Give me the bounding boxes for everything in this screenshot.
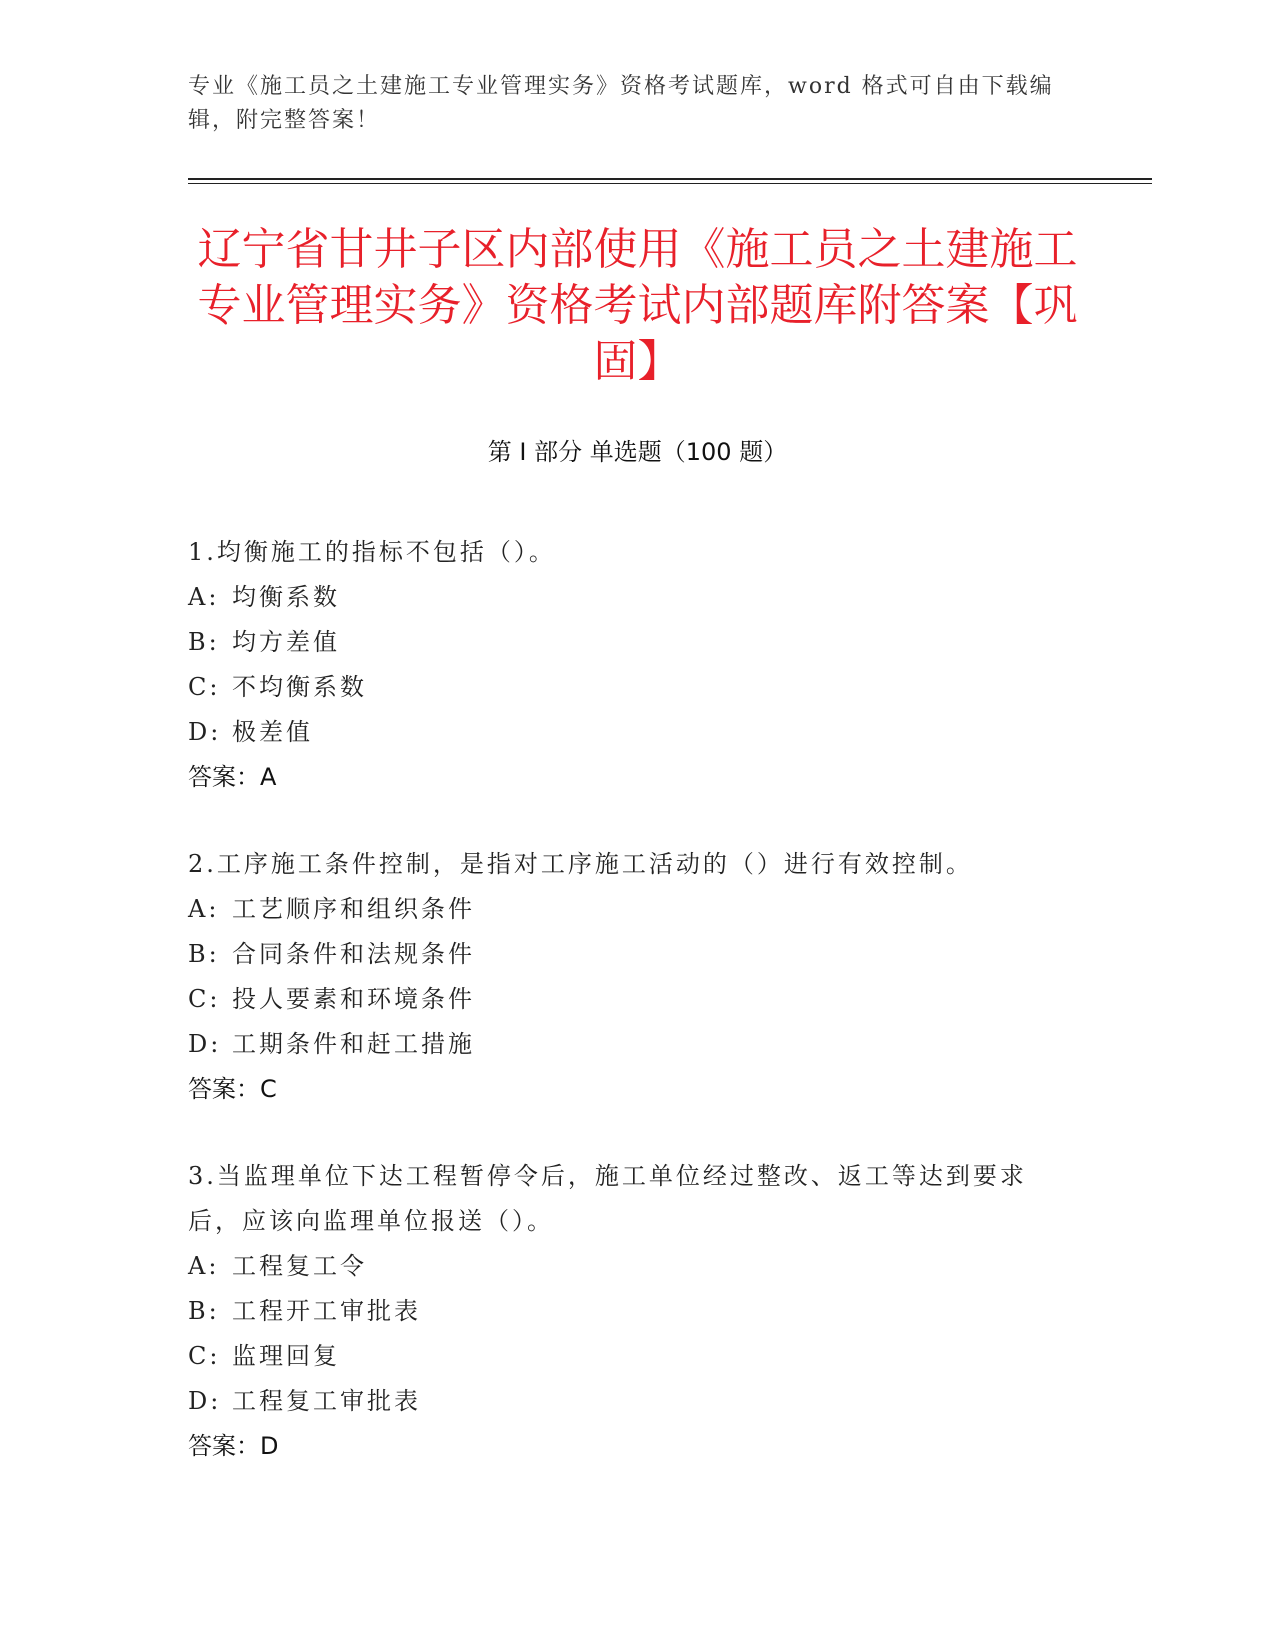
document-title: 辽宁省甘井子区内部使用《施工员之土建施工专业管理实务》资格考试内部题库附答案【巩固】: [197, 224, 1078, 387]
option-letter: A:: [188, 583, 220, 611]
option-letter: C:: [188, 1342, 221, 1370]
answer-line: 答案：C: [188, 1075, 277, 1103]
option-a: [188, 575, 1068, 620]
option-b: [188, 620, 1068, 665]
option-text: 不均衡系数: [232, 673, 367, 701]
option-d: [188, 1022, 1068, 1067]
answer-line: 答案：D: [188, 1432, 279, 1460]
option-text: 均方差值: [232, 628, 340, 656]
option-text: 合同条件和法规条件: [232, 940, 475, 968]
option-text: 工程开工审批表: [232, 1297, 421, 1325]
option-d: [188, 1379, 1068, 1424]
option-text: 工程复工令: [232, 1252, 367, 1280]
option-a: [188, 887, 1068, 932]
option-letter: B:: [188, 940, 220, 968]
option-letter: A:: [188, 895, 220, 923]
question-item: [188, 842, 1068, 1112]
question-stem: 2.工序施工条件控制，是指对工序施工活动的（）进行有效控制。: [188, 850, 973, 878]
option-text: 极差值: [232, 718, 313, 746]
question-item: [188, 1154, 1068, 1469]
question-list: [188, 530, 1068, 1511]
option-b: [188, 1289, 1068, 1334]
question-item: [188, 530, 1068, 800]
option-text: 投人要素和环境条件: [232, 985, 475, 1013]
option-letter: B:: [188, 628, 220, 656]
option-letter: C:: [188, 985, 221, 1013]
option-c: [188, 665, 1068, 710]
option-letter: D:: [188, 1387, 222, 1415]
option-d: [188, 710, 1068, 755]
option-b: [188, 932, 1068, 977]
option-letter: A:: [188, 1252, 220, 1280]
header-divider-thick: [188, 178, 1152, 180]
option-letter: D:: [188, 718, 222, 746]
option-text: 均衡系数: [232, 583, 340, 611]
header-note: 专业《施工员之土建施工专业管理实务》资格考试题库，word 格式可自由下载编辑，附完整答案！: [188, 74, 1054, 133]
option-letter: B:: [188, 1297, 220, 1325]
option-text: 工期条件和赶工措施: [232, 1030, 475, 1058]
option-text: 监理回复: [232, 1342, 340, 1370]
option-letter: D:: [188, 1030, 222, 1058]
section-heading: 第 I 部分 单选题（100 题）: [487, 438, 788, 466]
option-letter: C:: [188, 673, 221, 701]
option-c: [188, 1334, 1068, 1379]
option-text: 工程复工审批表: [232, 1387, 421, 1415]
option-c: [188, 977, 1068, 1022]
question-stem: 1.均衡施工的指标不包括（）。: [188, 538, 556, 566]
question-stem: 3.当监理单位下达工程暂停令后，施工单位经过整改、返工等达到要求后，应该向监理单位报送（）。: [188, 1162, 1027, 1235]
header-divider-thin: [188, 183, 1152, 184]
option-text: 工艺顺序和组织条件: [232, 895, 475, 923]
option-a: [188, 1244, 1068, 1289]
answer-line: 答案：A: [188, 763, 277, 791]
